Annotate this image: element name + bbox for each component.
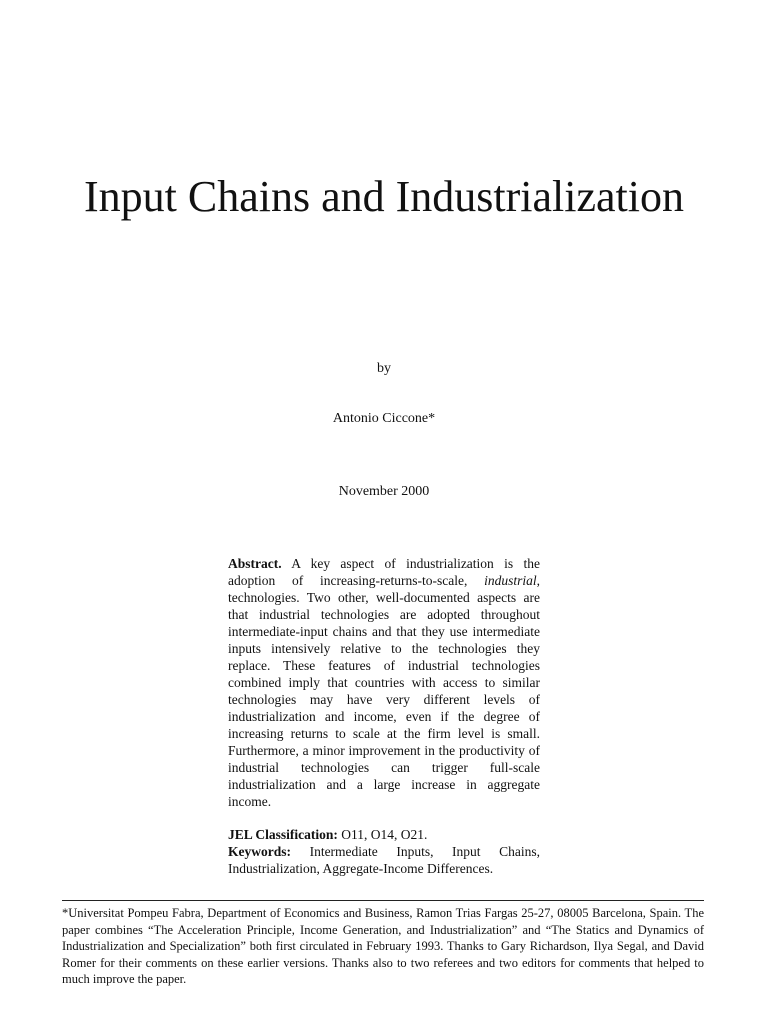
author-name: Antonio Ciccone* bbox=[332, 411, 436, 426]
abstract-text-part2: , technologies. Two other, well-documented aspects are that industrial technologies are adopted throughout intermediate-input chains and that they use intermediate inputs intensively relative to the technologies they replace. These features of industrial technologies combined imply that countries with access to similar technologies may have very different levels of industrialization and income, even if the degree of increasing returns to scale at the firm level is small. Furthermore, a minor improvement in the productivity of industrial technologies can trigger full-scale industrialization and a large increase in aggregate income. bbox=[228, 573, 540, 809]
jel-label: JEL Classification: bbox=[228, 827, 338, 842]
byline: by bbox=[377, 361, 391, 376]
keywords-label: Keywords: bbox=[228, 844, 291, 859]
author-footnote: *Universitat Pompeu Fabra, Department of Economics and Business, Ramon Trias Fargas 25-27, 08005 Barcelona, Spain. The paper combines “The Acceleration Principle, Income Generation, and Industrialization” and “The Statics and Dynamics of Industrialization and Specialization” both first circulated in February 1993. Thanks to Gary Richardson, Ilya Segal, and David Romer for their comments on these earlier versions. Thanks also to two referees and two editors for comments that helped to much improve the paper. bbox=[62, 906, 704, 986]
paper-title: Input Chains and Industrialization bbox=[84, 172, 684, 221]
keywords bbox=[228, 843, 540, 877]
abstract-paragraph bbox=[228, 555, 540, 810]
abstract bbox=[228, 555, 540, 810]
jel-classification bbox=[228, 826, 540, 843]
keywords-value: Intermediate Inputs, Input Chains, Industrialization, Aggregate-Income Differences. bbox=[228, 844, 540, 876]
abstract-italic-term: industrial bbox=[484, 573, 537, 588]
classification-block bbox=[228, 826, 540, 877]
footnote-divider bbox=[62, 900, 704, 901]
jel-value: O11, O14, O21. bbox=[337, 827, 428, 842]
abstract-label: Abstract. bbox=[228, 556, 282, 571]
publication-date: November 2000 bbox=[338, 484, 430, 499]
abstract-text-part1: A key aspect of industrialization is the adoption of increasing-returns-to-scale, bbox=[228, 556, 540, 588]
